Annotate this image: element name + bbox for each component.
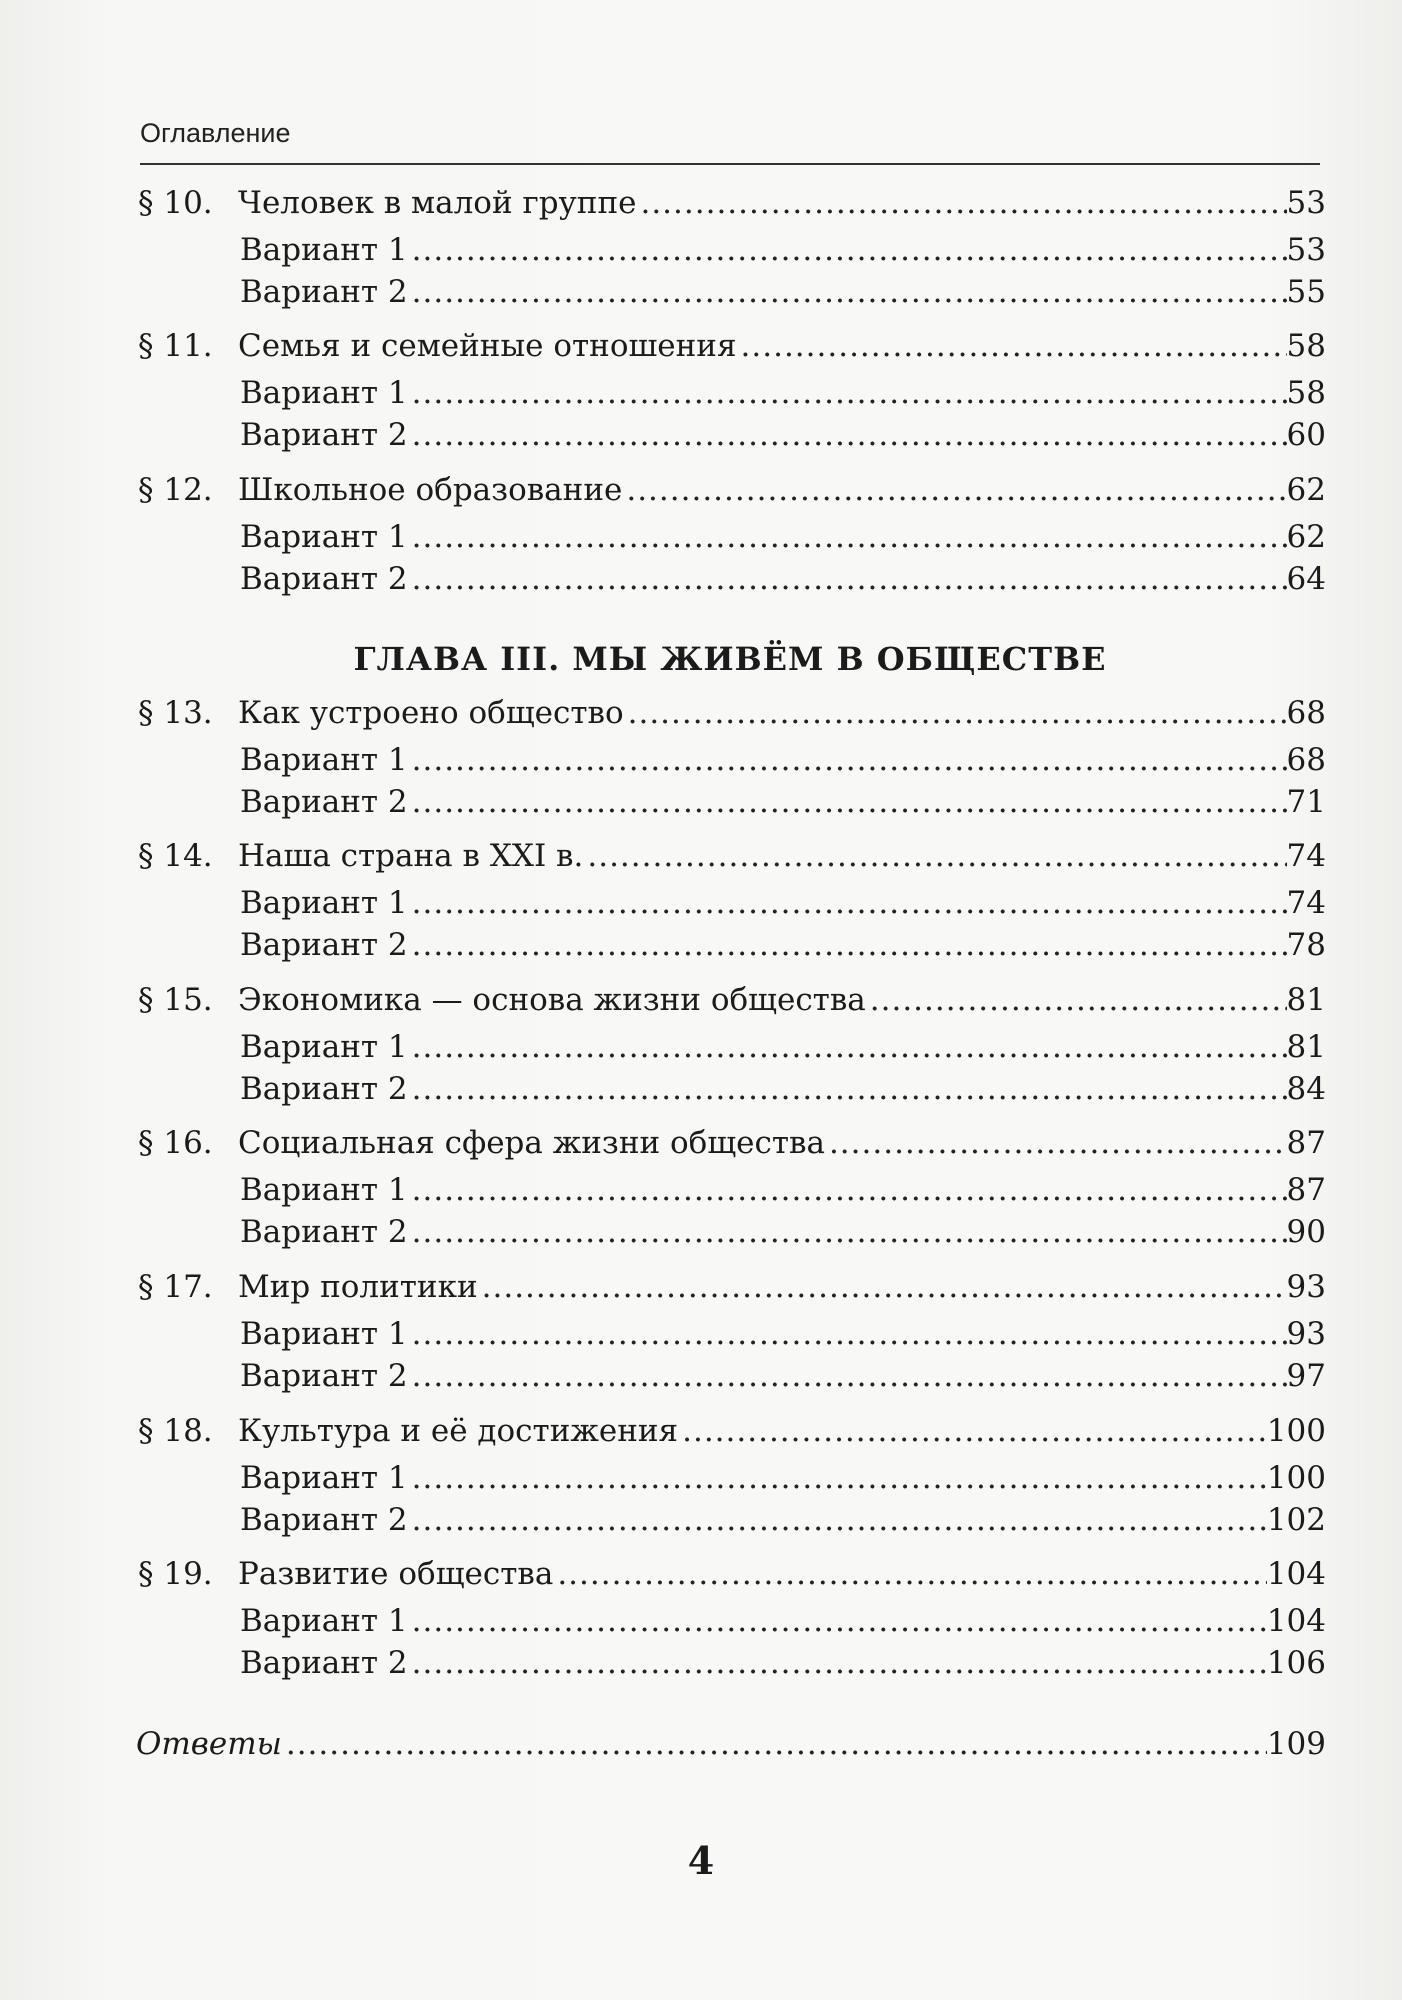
variant-label: Вариант 2 xyxy=(240,784,408,820)
toc-entry-section[interactable] xyxy=(138,693,1326,733)
variant-label: Вариант 2 xyxy=(240,1358,408,1394)
toc-entry-section[interactable] xyxy=(138,1554,1326,1594)
toc-entry-answers[interactable] xyxy=(136,1724,1326,1764)
variant-label: Вариант 1 xyxy=(240,519,408,555)
variant-page: 78 xyxy=(1286,927,1326,963)
variant-label: Вариант 2 xyxy=(240,1645,408,1681)
toc-entry-variant[interactable] xyxy=(240,415,1326,455)
dot-leader xyxy=(408,272,1287,312)
variant-label: Вариант 1 xyxy=(240,1172,408,1208)
section-title: Как устроено общество xyxy=(238,695,624,731)
dot-leader xyxy=(408,1212,1287,1252)
toc-entry-variant[interactable] xyxy=(240,782,1326,822)
section-number: § 11. xyxy=(138,328,213,364)
section-page: 53 xyxy=(1286,185,1326,221)
dot-leader xyxy=(825,1123,1287,1163)
page-number: 4 xyxy=(687,1838,715,1883)
dot-leader xyxy=(408,925,1287,965)
variant-label: Вариант 1 xyxy=(240,1029,408,1065)
toc-entry-section[interactable] xyxy=(138,980,1326,1020)
section-title: Школьное образование xyxy=(238,472,623,508)
section-number: § 10. xyxy=(138,185,213,221)
section-title: Мир политики xyxy=(238,1269,478,1305)
toc-entry-variant[interactable] xyxy=(240,1027,1326,1067)
variant-page: 84 xyxy=(1286,1071,1326,1107)
toc-entry-variant[interactable] xyxy=(240,1601,1326,1641)
variant-label: Вариант 1 xyxy=(240,885,408,921)
header-rule xyxy=(140,163,1320,165)
variant-label: Вариант 2 xyxy=(240,417,408,453)
variant-page: 97 xyxy=(1286,1358,1326,1394)
section-number: § 16. xyxy=(138,1125,213,1161)
section-number: § 17. xyxy=(138,1269,213,1305)
variant-page: 102 xyxy=(1266,1502,1326,1538)
variant-page: 60 xyxy=(1286,417,1326,453)
section-page: 93 xyxy=(1286,1269,1326,1305)
dot-leader xyxy=(408,1643,1267,1683)
toc-entry-variant[interactable] xyxy=(240,1212,1326,1252)
section-page: 104 xyxy=(1266,1556,1326,1592)
dot-leader xyxy=(408,1356,1287,1396)
dot-leader xyxy=(478,1267,1287,1307)
variant-page: 81 xyxy=(1286,1029,1326,1065)
toc-entry-variant[interactable] xyxy=(240,740,1326,780)
section-page: 74 xyxy=(1286,838,1326,874)
variant-page: 58 xyxy=(1286,375,1326,411)
variant-label: Вариант 2 xyxy=(240,1502,408,1538)
dot-leader xyxy=(408,740,1287,780)
toc-entry-variant[interactable] xyxy=(240,1314,1326,1354)
dot-leader xyxy=(408,373,1287,413)
dot-leader xyxy=(636,183,1286,223)
section-title: Социальная сфера жизни общества xyxy=(238,1125,825,1161)
dot-leader xyxy=(408,883,1287,923)
dot-leader xyxy=(408,1027,1287,1067)
section-page: 62 xyxy=(1286,472,1326,508)
dot-leader xyxy=(583,836,1286,876)
section-title: Культура и её достижения xyxy=(238,1413,679,1449)
variant-label: Вариант 1 xyxy=(240,375,408,411)
toc-entry-section[interactable] xyxy=(138,1267,1326,1307)
section-title: Экономика — основа жизни общества xyxy=(238,982,866,1018)
section-page: 68 xyxy=(1286,695,1326,731)
toc-entry-variant[interactable] xyxy=(240,1643,1326,1683)
variant-page: 62 xyxy=(1286,519,1326,555)
variant-page: 53 xyxy=(1286,232,1326,268)
toc-entry-section[interactable] xyxy=(138,836,1326,876)
variant-page: 68 xyxy=(1286,742,1326,778)
section-number: § 15. xyxy=(138,982,213,1018)
dot-leader xyxy=(408,1069,1287,1109)
dot-leader xyxy=(622,470,1286,510)
variant-page: 106 xyxy=(1266,1645,1326,1681)
variant-label: Вариант 1 xyxy=(240,1316,408,1352)
section-title: Наша страна в XXI в. xyxy=(238,838,584,874)
toc-entry-variant[interactable] xyxy=(240,230,1326,270)
dot-leader xyxy=(408,415,1287,455)
dot-leader xyxy=(408,517,1287,557)
dot-leader xyxy=(408,1314,1287,1354)
dot-leader xyxy=(408,1458,1267,1498)
variant-page: 64 xyxy=(1286,561,1326,597)
answers-title: Ответы xyxy=(136,1726,282,1762)
section-page: 58 xyxy=(1286,328,1326,364)
running-header: Оглавление xyxy=(140,118,291,148)
toc-entry-section[interactable] xyxy=(138,183,1326,223)
dot-leader xyxy=(678,1411,1267,1451)
variant-page: 71 xyxy=(1286,784,1326,820)
variant-label: Вариант 1 xyxy=(240,1460,408,1496)
section-number: § 19. xyxy=(138,1556,213,1592)
section-number: § 14. xyxy=(138,838,213,874)
variant-page: 55 xyxy=(1286,274,1326,310)
toc-entry-variant[interactable] xyxy=(240,272,1326,312)
dot-leader xyxy=(866,980,1287,1020)
toc-entry-section[interactable] xyxy=(138,1123,1326,1163)
dot-leader xyxy=(408,1601,1267,1641)
toc-entry-variant[interactable] xyxy=(240,1500,1326,1540)
variant-label: Вариант 1 xyxy=(240,742,408,778)
toc-entry-section[interactable] xyxy=(138,326,1326,366)
answers-page: 109 xyxy=(1266,1726,1326,1762)
variant-label: Вариант 2 xyxy=(240,1214,408,1250)
section-title: Развитие общества xyxy=(238,1556,554,1592)
toc-entry-variant[interactable] xyxy=(240,1356,1326,1396)
dot-leader xyxy=(282,1724,1267,1764)
section-number: § 12. xyxy=(138,472,213,508)
dot-leader xyxy=(624,693,1287,733)
dot-leader xyxy=(408,1170,1287,1210)
toc-entry-section[interactable] xyxy=(138,1411,1326,1451)
dot-leader xyxy=(408,782,1287,822)
variant-page: 90 xyxy=(1286,1214,1326,1250)
variant-page: 87 xyxy=(1286,1172,1326,1208)
variant-label: Вариант 2 xyxy=(240,1071,408,1107)
section-title: Семья и семейные отношения xyxy=(238,328,737,364)
toc-entry-section[interactable] xyxy=(138,470,1326,510)
variant-label: Вариант 2 xyxy=(240,561,408,597)
chapter-heading: ГЛАВА III. МЫ ЖИВЁМ В ОБЩЕСТВЕ xyxy=(353,640,1107,678)
section-page: 81 xyxy=(1286,982,1326,1018)
variant-label: Вариант 1 xyxy=(240,1603,408,1639)
toc-entry-variant[interactable] xyxy=(240,1170,1326,1210)
variant-label: Вариант 1 xyxy=(240,232,408,268)
variant-page: 100 xyxy=(1266,1460,1326,1496)
section-page: 87 xyxy=(1286,1125,1326,1161)
dot-leader xyxy=(553,1554,1267,1594)
toc-entry-variant[interactable] xyxy=(240,925,1326,965)
dot-leader xyxy=(408,230,1287,270)
toc-entry-variant[interactable] xyxy=(240,559,1326,599)
variant-label: Вариант 2 xyxy=(240,927,408,963)
variant-label: Вариант 2 xyxy=(240,274,408,310)
section-number: § 18. xyxy=(138,1413,213,1449)
variant-page: 74 xyxy=(1286,885,1326,921)
toc-entry-variant[interactable] xyxy=(240,1069,1326,1109)
dot-leader xyxy=(737,326,1287,366)
toc-entry-variant[interactable] xyxy=(240,883,1326,923)
section-title: Человек в малой группе xyxy=(238,185,637,221)
section-page: 100 xyxy=(1266,1413,1326,1449)
toc-entry-variant[interactable] xyxy=(240,373,1326,413)
section-number: § 13. xyxy=(138,695,213,731)
toc-entry-variant[interactable] xyxy=(240,517,1326,557)
dot-leader xyxy=(408,559,1287,599)
variant-page: 104 xyxy=(1266,1603,1326,1639)
dot-leader xyxy=(408,1500,1267,1540)
toc-entry-variant[interactable] xyxy=(240,1458,1326,1498)
variant-page: 93 xyxy=(1286,1316,1326,1352)
